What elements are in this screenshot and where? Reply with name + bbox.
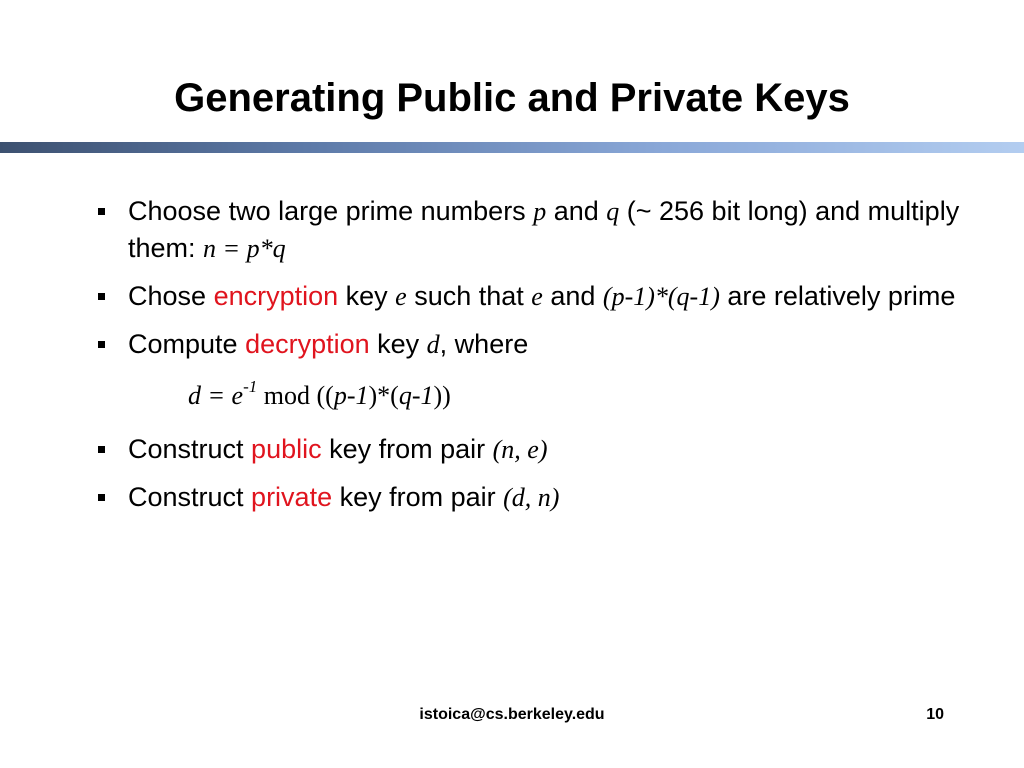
highlight-private: private [251,482,333,512]
square-bullet-icon [98,494,105,501]
square-bullet-icon [98,293,105,300]
formula-exponent: -1 [243,377,258,396]
bullet-text: are relatively prime [719,281,956,311]
bullet-text: and [542,281,603,311]
bullet-construct-public-key [96,431,996,468]
bullet-text: Choose two large prime numbers [128,196,534,226]
bullet-text: key [338,281,396,311]
math-pair-d-n: (d, n) [503,483,560,512]
bullet-choose-primes [96,193,996,267]
math-pair-n-e: (n, e) [492,435,548,464]
bullet-text: Compute [128,329,246,359]
bullet-list [96,193,996,516]
bullet-text: , where [439,329,529,359]
page-number: 10 [926,706,944,723]
math-expression-phi: (p-1)*(q-1) [602,282,720,311]
square-bullet-icon [98,446,105,453]
bullet-text: Construct [128,482,252,512]
square-bullet-icon [98,341,105,348]
bullet-choose-encryption-key [96,278,996,315]
formula-p-minus-1: p-1 [333,381,369,410]
footer-email: istoica@cs.berkeley.edu [419,706,605,723]
formula-q-minus-1: q-1 [398,381,434,410]
formula-times: )*( [368,381,399,410]
bullet-text: (~ 256 bit long) and multiply them: [128,196,960,263]
formula-mod: mod (( [257,381,334,410]
math-var-q: q [606,197,620,226]
bullet-construct-private-key [96,479,996,516]
bullet-text: key from pair [321,434,493,464]
bullet-text: and [546,196,607,226]
decryption-formula [128,371,996,414]
math-var-e: e [395,282,407,311]
math-var-d: d [426,330,440,359]
slide-title: Generating Public and Private Keys [174,76,850,120]
math-var-e: e [531,282,543,311]
formula-close: )) [433,381,451,410]
formula-lhs: d = e [188,381,244,410]
math-var-p: p [533,197,547,226]
bullet-text: key [369,329,427,359]
square-bullet-icon [98,208,105,215]
highlight-encryption: encryption [213,281,339,311]
math-equation-n: n = p*q [203,234,286,263]
bullet-text: key from pair [332,482,504,512]
bullet-text: Construct [128,434,252,464]
highlight-decryption: decryption [245,329,370,359]
highlight-public: public [251,434,322,464]
bullet-compute-decryption-key [96,326,996,414]
title-divider-bar [0,142,1024,153]
bullet-text: such that [406,281,532,311]
bullet-text: Chose [128,281,214,311]
